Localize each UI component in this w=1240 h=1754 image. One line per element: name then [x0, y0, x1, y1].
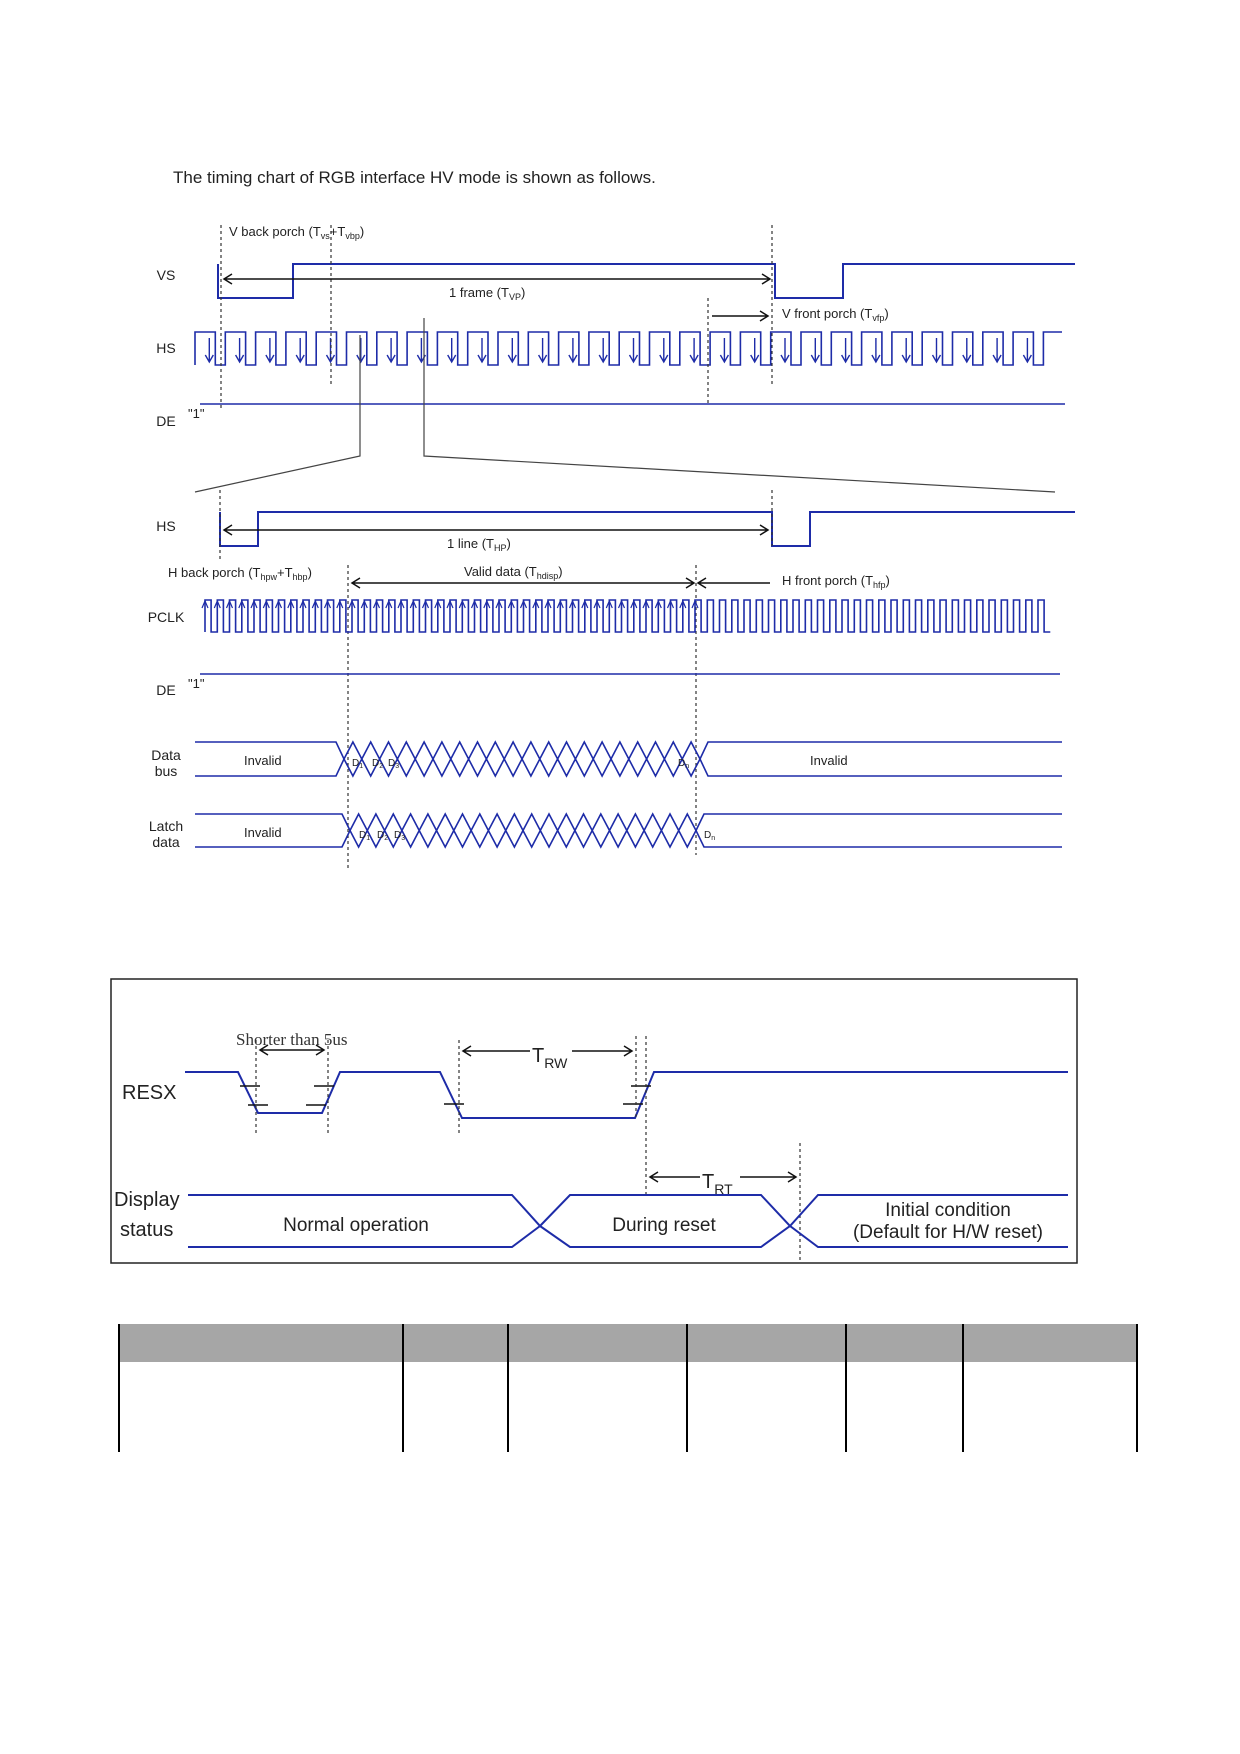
- de-line-value-label: "1": [188, 676, 205, 691]
- hs-frame-arrow: [448, 338, 456, 362]
- intro-text: The timing chart of RGB interface HV mode is shown as follows.: [173, 168, 656, 187]
- de-line-signal-label: DE: [156, 682, 176, 698]
- vs-signal-label: VS: [156, 267, 176, 283]
- data-bus-label-2: bus: [154, 763, 178, 779]
- h-front-porch-label: H front porch $(T_{hfp})$: [782, 573, 890, 590]
- hs-frame-arrow: [690, 338, 698, 362]
- latch-data-label-1: Latch: [148, 818, 184, 834]
- table-col-border-6: [1136, 1324, 1138, 1452]
- hs-frame-waveform: [195, 332, 1062, 365]
- hs-frame-arrow: [933, 338, 941, 362]
- hs-frame-arrow: [1023, 338, 1031, 362]
- line-label: 1 line $(T_{HP})$: [447, 536, 511, 553]
- hs-frame-arrow: [811, 338, 819, 362]
- latchData-eyes: [350, 814, 696, 847]
- hs-frame-arrow: [781, 338, 789, 362]
- hs-frame-arrow: [296, 338, 304, 362]
- hs-frame-path: [195, 332, 1062, 365]
- hs-frame-arrow: [872, 338, 880, 362]
- table-col-border-3: [686, 1324, 688, 1452]
- de-value-label: "1": [188, 406, 205, 421]
- table-col-border-4: [845, 1324, 847, 1452]
- vs-waveform: [218, 264, 1075, 298]
- data-bus-label-1: Data: [151, 747, 181, 763]
- hs-frame-arrow: [539, 338, 547, 362]
- latch-data-d2: $D_2$: [377, 830, 389, 842]
- trw-label: $T_{RW}$: [532, 1045, 568, 1071]
- hs-frame-arrow: [751, 338, 759, 362]
- initial-condition-label-1: Initial condition: [885, 1200, 1011, 1221]
- resx-waveform: [185, 1072, 1068, 1118]
- dataBus-right: [700, 742, 1062, 776]
- pclk-waveform: [202, 600, 1050, 632]
- trt-label: $T_{RT}$: [702, 1171, 733, 1197]
- hs-frame-arrow: [569, 338, 577, 362]
- hs-frame-arrow: [599, 338, 607, 362]
- during-reset-label: During reset: [612, 1215, 716, 1236]
- hs-frame-arrow: [993, 338, 1001, 362]
- pclk-signal-label: PCLK: [147, 609, 185, 625]
- data-bus-d2: $D_2$: [372, 758, 384, 770]
- hs-frame-arrow: [205, 338, 213, 362]
- normal-operation-label: Normal operation: [283, 1215, 429, 1236]
- hs-frame-arrow: [902, 338, 910, 362]
- hs-frame-arrow: [236, 338, 244, 362]
- latch-data-d3: $D_3$: [394, 830, 406, 842]
- data-bus-d1: $D_1$: [352, 758, 364, 770]
- v-back-porch-label: V back porch $(T_{vs}+T_{vbp})$: [229, 224, 365, 241]
- latch-data-d1: $D_1$: [359, 830, 371, 842]
- vfp-arrow: [712, 311, 768, 321]
- latchData-right: [696, 814, 1062, 847]
- resx-label: RESX: [122, 1082, 177, 1104]
- valid-data-arrow: [352, 578, 694, 588]
- display-status-label-2: status: [120, 1219, 174, 1241]
- hs-frame-arrow: [357, 338, 365, 362]
- frame-arrow: [224, 274, 770, 284]
- latch-data-invalid-left: Invalid: [244, 825, 282, 840]
- latch-data-label-2: data: [152, 834, 180, 850]
- data-bus-d3: $D_3$: [388, 758, 400, 770]
- initial-condition-label-2: (Default for H/W reset): [852, 1222, 1044, 1243]
- hs-frame-arrow: [720, 338, 728, 362]
- data-bus-invalid-right: Invalid: [810, 753, 848, 768]
- data-bus-invalid-left: Invalid: [244, 753, 282, 768]
- hs-frame-arrow: [387, 338, 395, 362]
- latch-data-dn: $D_n$: [704, 830, 716, 842]
- data-bus-dn: $D_n$: [678, 758, 690, 770]
- hs-frame-arrow: [963, 338, 971, 362]
- hs-frame-arrow: [478, 338, 486, 362]
- dataBus-eyes: [344, 742, 700, 776]
- hs-line-waveform: [220, 512, 1075, 546]
- display-status-label-1: Display: [114, 1189, 180, 1211]
- empty-table: [118, 1324, 1138, 1452]
- hs-frame-arrow: [508, 338, 516, 362]
- pclk-path: [205, 600, 1050, 632]
- hs-frame-arrow: [842, 338, 850, 362]
- data-bus-waveform: [195, 742, 1062, 776]
- h-back-porch-label: H back porch $(T_{hpw}+T_{hbp})$: [168, 565, 312, 582]
- table-header-row: [118, 1324, 1138, 1362]
- table-col-border-0: [118, 1324, 120, 1452]
- frame-label: 1 frame $(T_{VP})$: [449, 285, 526, 302]
- zoom-guide-left: [195, 335, 360, 492]
- hs-line-signal-label: HS: [156, 518, 176, 534]
- table-col-border-1: [402, 1324, 404, 1452]
- latch-data-waveform: [195, 814, 1062, 847]
- valid-data-label: Valid data $(T_{hdisp})$: [464, 564, 563, 581]
- hs-frame-arrow: [660, 338, 668, 362]
- hs-signal-label: HS: [156, 340, 176, 356]
- table-col-border-5: [962, 1324, 964, 1452]
- hs-frame-arrow: [266, 338, 274, 362]
- hfp-arrow: [698, 578, 770, 588]
- v-front-porch-label: V front porch $(T_{vfp})$: [782, 306, 889, 323]
- shorter-label: Shorter than 5us: [236, 1030, 348, 1049]
- reset-timing-chart: [110, 978, 1080, 1266]
- table-col-border-2: [507, 1324, 509, 1452]
- hs-frame-arrow: [630, 338, 638, 362]
- de-signal-label: DE: [156, 413, 176, 429]
- line-arrow: [224, 525, 768, 535]
